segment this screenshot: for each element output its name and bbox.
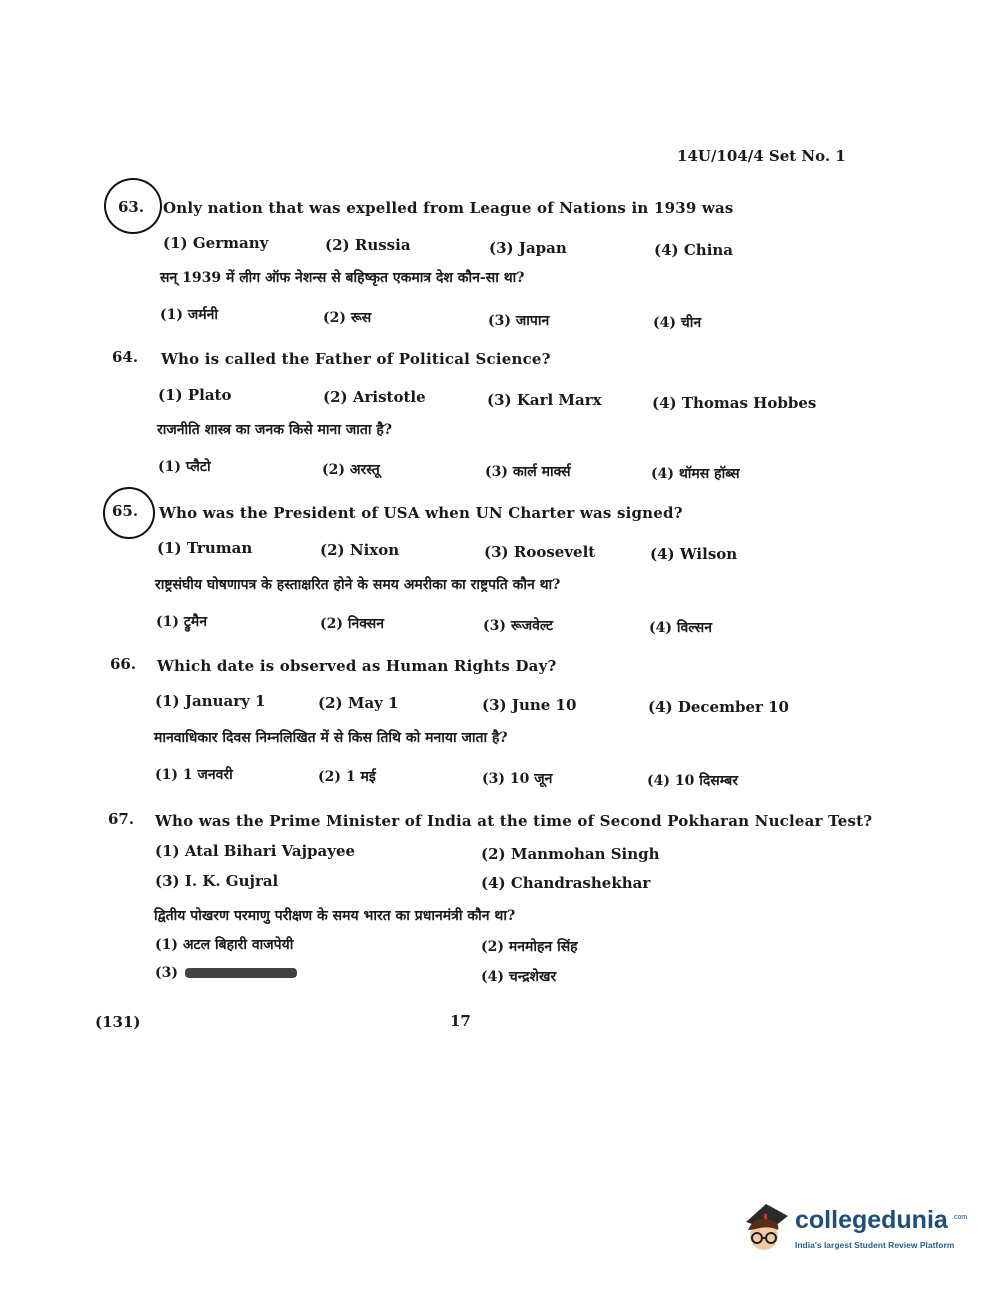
option: (4) Thomas Hobbes bbox=[652, 394, 817, 412]
question-text: Who was the President of USA when UN Charter was signed? bbox=[159, 504, 683, 522]
brand-tagline: India's largest Student Review Platform bbox=[795, 1240, 955, 1250]
question-number: 65. bbox=[112, 502, 139, 520]
option: (4) Chandrashekhar bbox=[481, 874, 651, 892]
hindi-question-text: द्वितीय पोखरण परमाणु परीक्षण के समय भारत का प्रधानमंत्री कौन था? bbox=[154, 908, 516, 924]
question-text: Who is called the Father of Political Science? bbox=[161, 350, 551, 368]
option: (2) Manmohan Singh bbox=[481, 845, 660, 863]
hindi-option: (4) 10 दिसम्बर bbox=[647, 773, 739, 789]
hindi-question-text: मानवाधिकार दिवस निम्नलिखित में से किस तिथि को मनाया जाता है? bbox=[154, 730, 508, 746]
option: (4) Wilson bbox=[650, 545, 738, 563]
hindi-option: (4) चन्द्रशेखर bbox=[481, 969, 557, 985]
option: (1) January 1 bbox=[155, 692, 266, 710]
brand-suffix: .com bbox=[952, 1214, 968, 1221]
option: (2) Aristotle bbox=[323, 388, 426, 406]
question-number: 67. bbox=[108, 810, 135, 828]
footer-code: (131) bbox=[95, 1013, 141, 1031]
option: (3) June 10 bbox=[482, 696, 577, 714]
question-number: 63. bbox=[118, 198, 145, 216]
hindi-option: (1) अटल बिहारी वाजपेयी bbox=[155, 937, 294, 953]
question-number: 64. bbox=[112, 348, 139, 366]
hindi-option: (3) 10 जून bbox=[482, 771, 553, 787]
hindi-option: (4) विल्सन bbox=[649, 620, 712, 636]
hindi-option: (1) ट्रुमैन bbox=[156, 614, 208, 630]
option: (4) December 10 bbox=[648, 698, 789, 716]
brand-name: collegedunia bbox=[795, 1206, 948, 1234]
page-number: 17 bbox=[450, 1012, 471, 1030]
hindi-option: (3) रूजवेल्ट bbox=[483, 618, 554, 634]
option: (1) Atal Bihari Vajpayee bbox=[155, 842, 356, 860]
hindi-option: (2) 1 मई bbox=[318, 769, 376, 785]
brand-logo bbox=[740, 1200, 970, 1260]
mascot-icon bbox=[740, 1200, 792, 1258]
option: (2) May 1 bbox=[318, 694, 399, 712]
question-text: Who was the Prime Minister of India at the time of Second Pokharan Nuclear Test? bbox=[155, 812, 873, 830]
option: (4) China bbox=[654, 241, 734, 259]
hindi-question-text: राजनीति शास्त्र का जनक किसे माना जाता है? bbox=[157, 422, 392, 438]
option: (2) Russia bbox=[325, 236, 411, 254]
scribbled-out-text bbox=[185, 968, 297, 978]
hindi-option: (2) निक्सन bbox=[320, 616, 385, 632]
option: (1) Truman bbox=[157, 539, 253, 557]
hindi-option: (1) 1 जनवरी bbox=[155, 767, 233, 783]
hindi-option: (1) जर्मनी bbox=[160, 307, 219, 323]
option: (3) Karl Marx bbox=[487, 391, 602, 409]
hindi-option: (3) जापान bbox=[488, 313, 550, 329]
question-text: Only nation that was expelled from League of Nations in 1939 was bbox=[163, 199, 734, 217]
hindi-option: (1) प्लैटो bbox=[158, 459, 211, 475]
option: (3) Japan bbox=[489, 239, 567, 257]
hindi-option: (2) मनमोहन सिंह bbox=[481, 939, 578, 955]
option: (3) Roosevelt bbox=[484, 543, 596, 561]
hindi-question-text: सन् 1939 में लीग ऑफ नेशन्स से बहिष्कृत एकमात्र देश कौन-सा था? bbox=[160, 270, 525, 286]
hindi-option: (3) bbox=[155, 965, 178, 981]
option: (1) Plato bbox=[158, 386, 232, 404]
hindi-option: (4) चीन bbox=[653, 315, 702, 331]
hindi-option: (2) अरस्तू bbox=[322, 462, 380, 478]
question-number: 66. bbox=[110, 655, 137, 673]
hindi-question-text: राष्ट्रसंघीय घोषणापत्र के हस्ताक्षरित होने के समय अमरीका का राष्ट्रपति कौन था? bbox=[155, 577, 561, 593]
set-code: 14U/104/4 Set No. 1 bbox=[677, 147, 846, 165]
option: (1) Germany bbox=[163, 234, 269, 252]
hindi-option: (4) थॉमस हॉब्स bbox=[651, 466, 740, 482]
option: (2) Nixon bbox=[320, 541, 400, 559]
question-text: Which date is observed as Human Rights Day? bbox=[157, 657, 557, 675]
hindi-option: (2) रूस bbox=[323, 310, 372, 326]
option: (3) I. K. Gujral bbox=[155, 872, 279, 890]
hindi-option: (3) कार्ल मार्क्स bbox=[485, 464, 571, 480]
